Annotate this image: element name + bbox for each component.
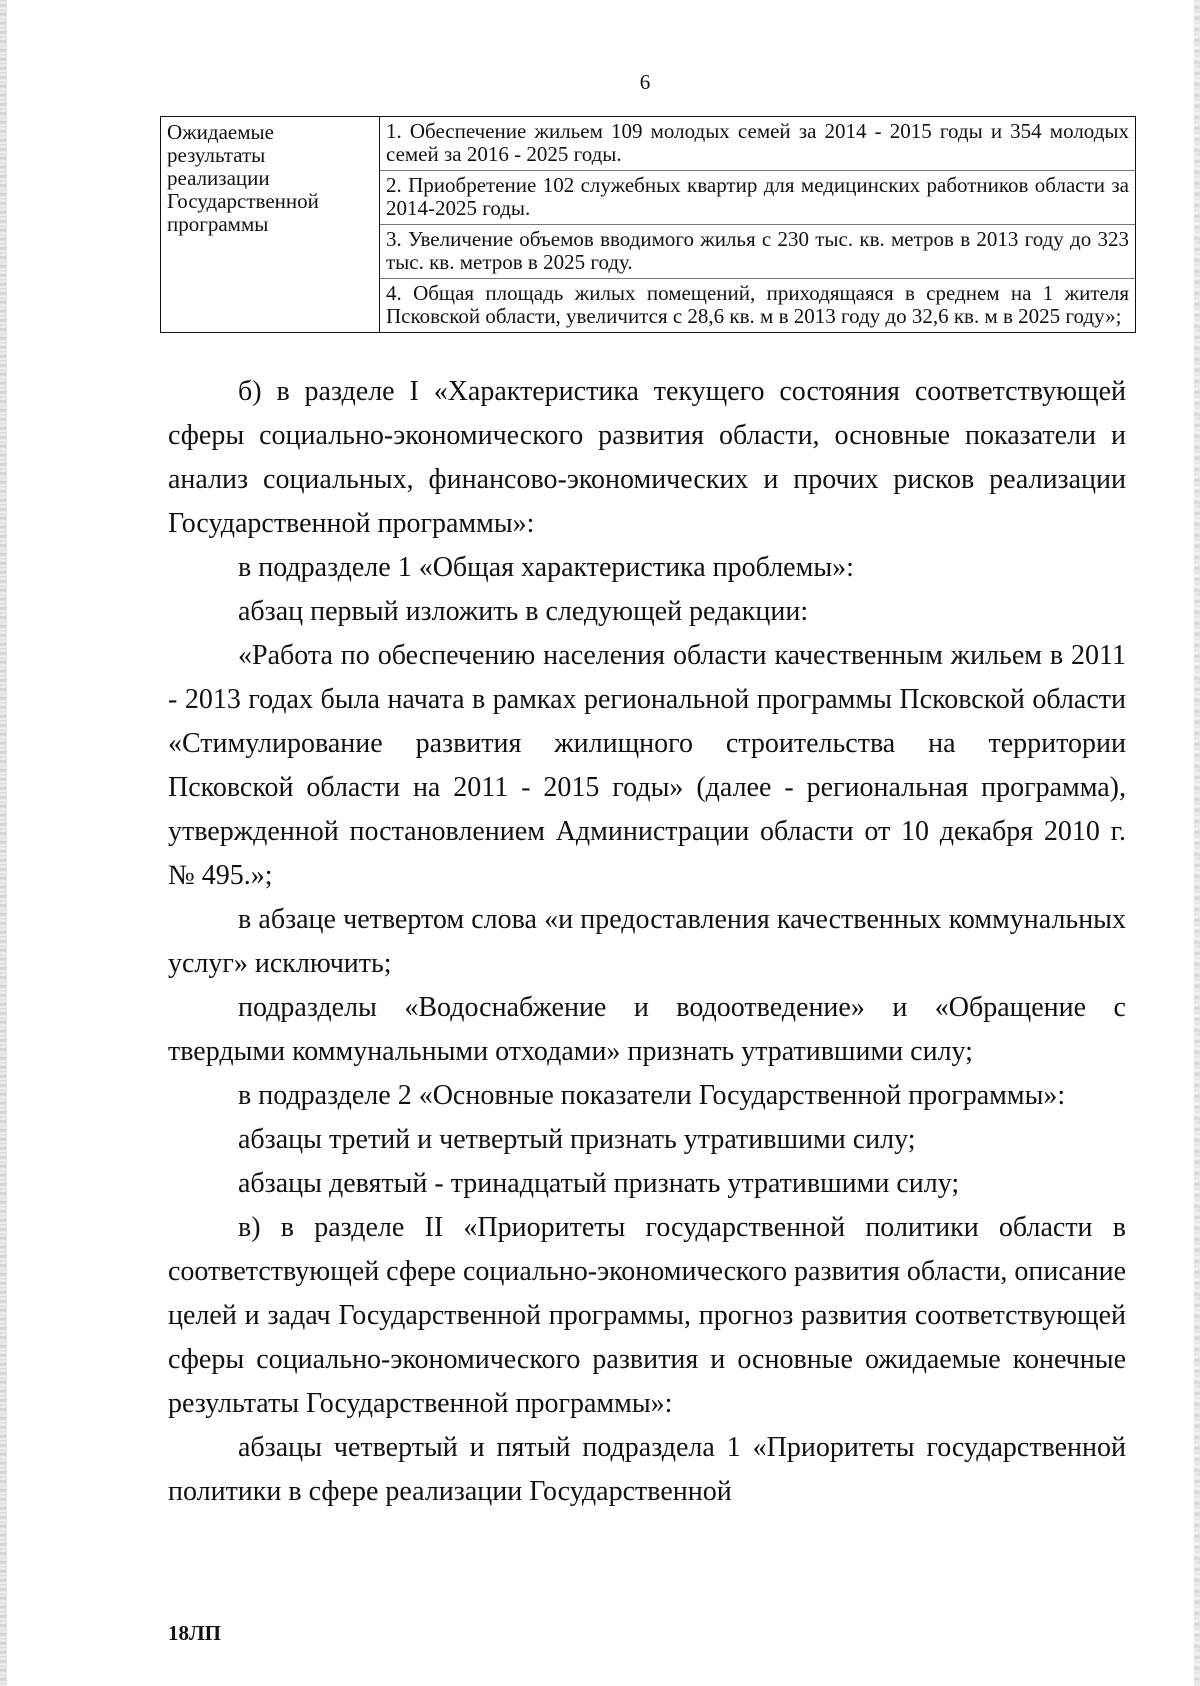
document-body <box>168 370 1126 1514</box>
table-label-cell: Ожидаемые результаты реализации Государственной программы <box>161 117 380 333</box>
page-number: 6 <box>639 70 651 94</box>
scan-edge-left <box>0 0 7 1686</box>
paragraph-abzacs-9-13: абзацы девятый - тринадцатый признать утратившими силу; <box>238 1168 960 1199</box>
result-item-4: 4. Общая площадь жилых помещений, приходящаяся в среднем на 1 жителя Псковской области, увеличится с 28,6 кв. м в 2013 году до 32,6 кв. м в 2025 году»; <box>386 281 1129 328</box>
paragraph-section-1: б) в разделе I «Характеристика текущего состояния соответствующей сферы социально-экономического развития области, основные показатели и анализ социальных, финансово-экономических и прочих рисков реализации Государственной программы»: <box>168 376 1126 539</box>
paragraph-first-abzac: абзац первый изложить в следующей редакции: <box>238 596 809 627</box>
paragraph-fourth-abzac: в абзаце четвертом слова «и предоставления качественных коммунальных услуг» исключить; <box>168 904 1126 979</box>
paragraph-quote: «Работа по обеспечению населения области качественным жильем в 2011 - 2013 годах была начата в рамках региональной программы Псковской области «Стимулирование развития жилищного строительства на территории Псковской области на 2011 - 2015 годы» (далее - региональная программа), утвержденной постановлением Администрации области от 10 декабря 2010 г. № 495.»; <box>168 640 1126 891</box>
paragraph-abzacs-3-4: абзацы третий и четвертый признать утратившими силу; <box>238 1124 916 1155</box>
paragraph-abzacs-4-5: абзацы четвертый и пятый подраздела 1 «Приоритеты государственной политики в сфере реализации Государственной <box>168 1432 1126 1507</box>
paragraph-subsection-2: в подразделе 2 «Основные показатели Государственной программы»: <box>238 1080 1066 1111</box>
table-row <box>161 117 1136 333</box>
result-item-2: 2. Приобретение 102 служебных квартир для медицинских работников области за 2014-2025 годы. <box>380 171 1135 225</box>
paragraph-subsections-void: подразделы «Водоснабжение и водоотведение» и «Обращение с твердыми коммунальными отходами» признать утратившими силу; <box>168 992 1126 1067</box>
paragraph-section-2: в) в разделе II «Приоритеты государственной политики области в соответствующей сфере социально-экономического развития области, описание целей и задач Государственной программы, прогноз развития соответствующей сферы социально-экономического развития и основные ожидаемые конечные результаты Государственной программы»: <box>168 1212 1126 1419</box>
scan-edge-right <box>1194 0 1200 1686</box>
result-item-3: 3. Увеличение объемов вводимого жилья с 230 тыс. кв. метров в 2013 году до 323 тыс. кв. метров в 2025 году. <box>380 225 1135 279</box>
footer-code: 18ЛП <box>168 1621 221 1645</box>
expected-results-table <box>160 116 1136 333</box>
result-item-1: 1. Обеспечение жильем 109 молодых семей за 2014 - 2015 годы и 354 молодых семей за 2016 - 2025 годы. <box>380 117 1135 171</box>
table-items-cell <box>380 117 1136 333</box>
paragraph-subsection-1: в подразделе 1 «Общая характеристика проблемы»: <box>238 552 854 583</box>
